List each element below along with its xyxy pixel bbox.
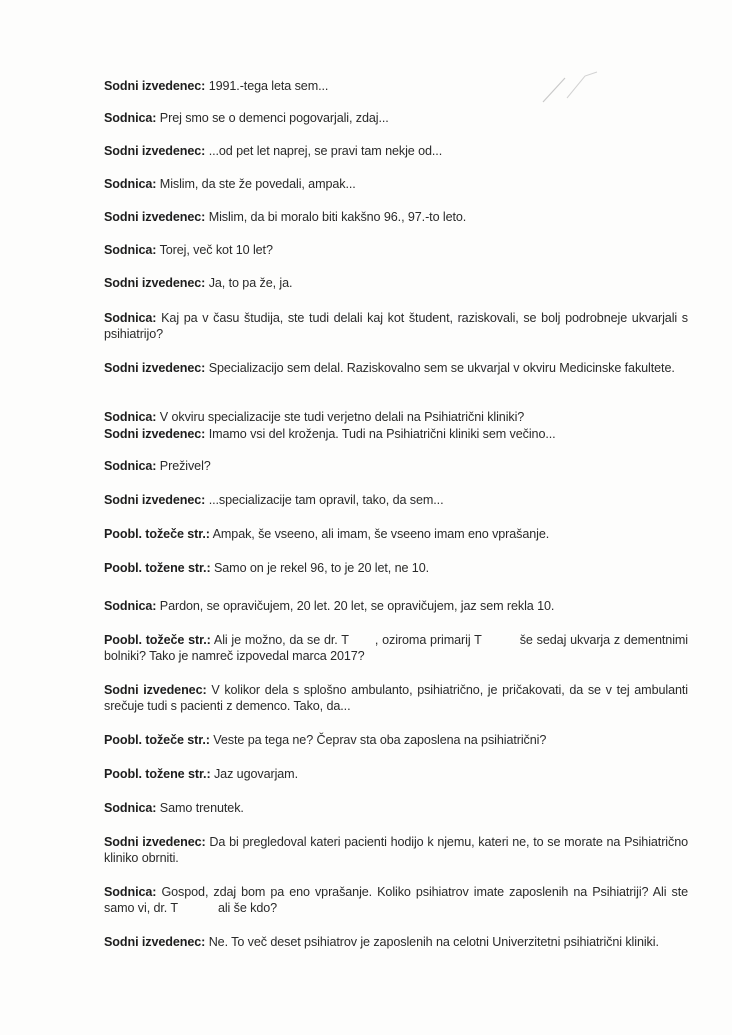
transcript-entry xyxy=(104,176,688,192)
transcript-entry xyxy=(104,598,688,614)
utterance-text: Preživel? xyxy=(159,459,211,473)
utterance-text: ...od pet let naprej, se pravi tam nekje od... xyxy=(208,144,443,158)
utterance-text: še sedaj ukvarja z dementnimi bolniki? Tako je namreč izpovedal marca 2017? xyxy=(104,633,688,663)
transcript-entry xyxy=(104,242,688,258)
utterance-text: Samo on je rekel 96, to je 20 let, ne 10. xyxy=(213,561,429,575)
utterance-text: Jaz ugovarjam. xyxy=(213,767,298,781)
transcript-entry xyxy=(104,934,688,950)
transcript-entry xyxy=(104,275,688,291)
transcript-entry xyxy=(104,143,688,159)
speaker-label: Sodni izvedenec: xyxy=(104,144,206,158)
speaker-label: Sodnica: xyxy=(104,177,157,191)
transcript-entry xyxy=(104,682,688,714)
utterance-text: Ja, to pa že, ja. xyxy=(208,276,293,290)
speaker-label: Poobl. tožene str.: xyxy=(104,767,211,781)
speaker-label: Sodni izvedenec: xyxy=(104,210,206,224)
transcript-entry xyxy=(104,884,688,916)
utterance-text: Kaj pa v času študija, ste tudi delali kaj kot študent, raziskovali, se bolj podrobneje ukvarjali s psihiatrijo? xyxy=(104,311,688,341)
transcript-entry xyxy=(104,834,688,866)
speaker-label: Sodni izvedenec: xyxy=(104,835,206,849)
utterance-text: Torej, več kot 10 let? xyxy=(159,243,273,257)
transcript-entry xyxy=(104,209,688,225)
speaker-label: Sodnica: xyxy=(104,459,157,473)
utterance-text: ali še kdo? xyxy=(217,901,278,915)
transcript-entry xyxy=(104,766,688,782)
transcript-entry xyxy=(104,409,688,425)
utterance-text: Prej smo se o demenci pogovarjali, zdaj... xyxy=(159,111,389,125)
utterance-text: Pardon, se opravičujem, 20 let. 20 let, se opravičujem, jaz sem rekla 10. xyxy=(159,599,555,613)
speaker-label: Sodni izvedenec: xyxy=(104,683,207,697)
utterance-text: Ne. To več deset psihiatrov je zaposlenih na celotni Univerzitetni psihiatrični kliniki. xyxy=(208,935,659,949)
transcript-entry xyxy=(104,526,688,542)
speaker-label: Sodnica: xyxy=(104,599,157,613)
utterance-text: Samo trenutek. xyxy=(159,801,244,815)
speaker-label: Poobl. tožene str.: xyxy=(104,561,211,575)
speaker-label: Sodni izvedenec: xyxy=(104,276,206,290)
speaker-label: Sodni izvedenec: xyxy=(104,361,206,375)
utterance-text: Mislim, da ste že povedali, ampak... xyxy=(159,177,356,191)
utterance-text: 1991.-tega leta sem... xyxy=(208,79,329,93)
speaker-label: Sodnica: xyxy=(104,410,157,424)
speaker-label: Sodni izvedenec: xyxy=(104,427,206,441)
speaker-label: Sodnica: xyxy=(104,111,157,125)
transcript-entry xyxy=(104,458,688,474)
utterance-text: Ali je možno, da se dr. T xyxy=(213,633,349,647)
speaker-label: Sodnica: xyxy=(104,885,157,899)
speaker-label: Poobl. tožeče str.: xyxy=(104,527,210,541)
transcript-entry xyxy=(104,492,688,508)
utterance-text: Ampak, še vseeno, ali imam, še vseeno imam eno vprašanje. xyxy=(212,527,550,541)
transcript-entry xyxy=(104,560,688,576)
speaker-label: Sodnica: xyxy=(104,243,157,257)
transcript-entry xyxy=(104,800,688,816)
speaker-label: Sodnica: xyxy=(104,801,157,815)
transcript-entry xyxy=(104,360,688,376)
transcript-entry xyxy=(104,310,688,342)
speaker-label: Sodni izvedenec: xyxy=(104,493,206,507)
speaker-label: Sodnica: xyxy=(104,311,157,325)
utterance-text: Imamo vsi del kroženja. Tudi na Psihiatrični kliniki sem večino... xyxy=(208,427,556,441)
speaker-label: Poobl. tožeče str.: xyxy=(104,633,211,647)
transcript-entry xyxy=(104,732,688,748)
utterance-text: V okviru specializacije ste tudi verjetno delali na Psihiatrični kliniki? xyxy=(159,410,525,424)
utterance-text: Gospod, zdaj bom pa eno vprašanje. Koliko psihiatrov imate zaposlenih na Psihiatriji? Ali ste samo vi, dr. T xyxy=(104,885,688,915)
utterance-text: Da bi pregledoval kateri pacienti hodijo k njemu, kateri ne, to se morate na Psihiatrično kliniko obrniti. xyxy=(104,835,688,865)
speaker-label: Sodni izvedenec: xyxy=(104,79,206,93)
transcript-entry xyxy=(104,110,688,126)
utterance-text: V kolikor dela s splošno ambulanto, psihiatrično, je pričakovati, da se v tej ambulanti srečuje tudi s pacienti z demenco. Tako, da... xyxy=(104,683,688,713)
transcript-entry xyxy=(104,632,688,664)
utterance-text: , oziroma primarij T xyxy=(374,633,482,647)
utterance-text: Specializacijo sem delal. Raziskovalno sem se ukvarjal v okviru Medicinske fakultete. xyxy=(208,361,675,375)
transcript-entry xyxy=(104,426,688,442)
utterance-text: ...specializacije tam opravil, tako, da sem... xyxy=(208,493,444,507)
speaker-label: Poobl. tožeče str.: xyxy=(104,733,210,747)
utterance-text: Mislim, da bi moralo biti kakšno 96., 97.-to leto. xyxy=(208,210,467,224)
speaker-label: Sodni izvedenec: xyxy=(104,935,206,949)
transcript-entry xyxy=(104,78,688,94)
utterance-text: Veste pa tega ne? Čeprav sta oba zaposlena na psihiatrični? xyxy=(213,733,547,747)
